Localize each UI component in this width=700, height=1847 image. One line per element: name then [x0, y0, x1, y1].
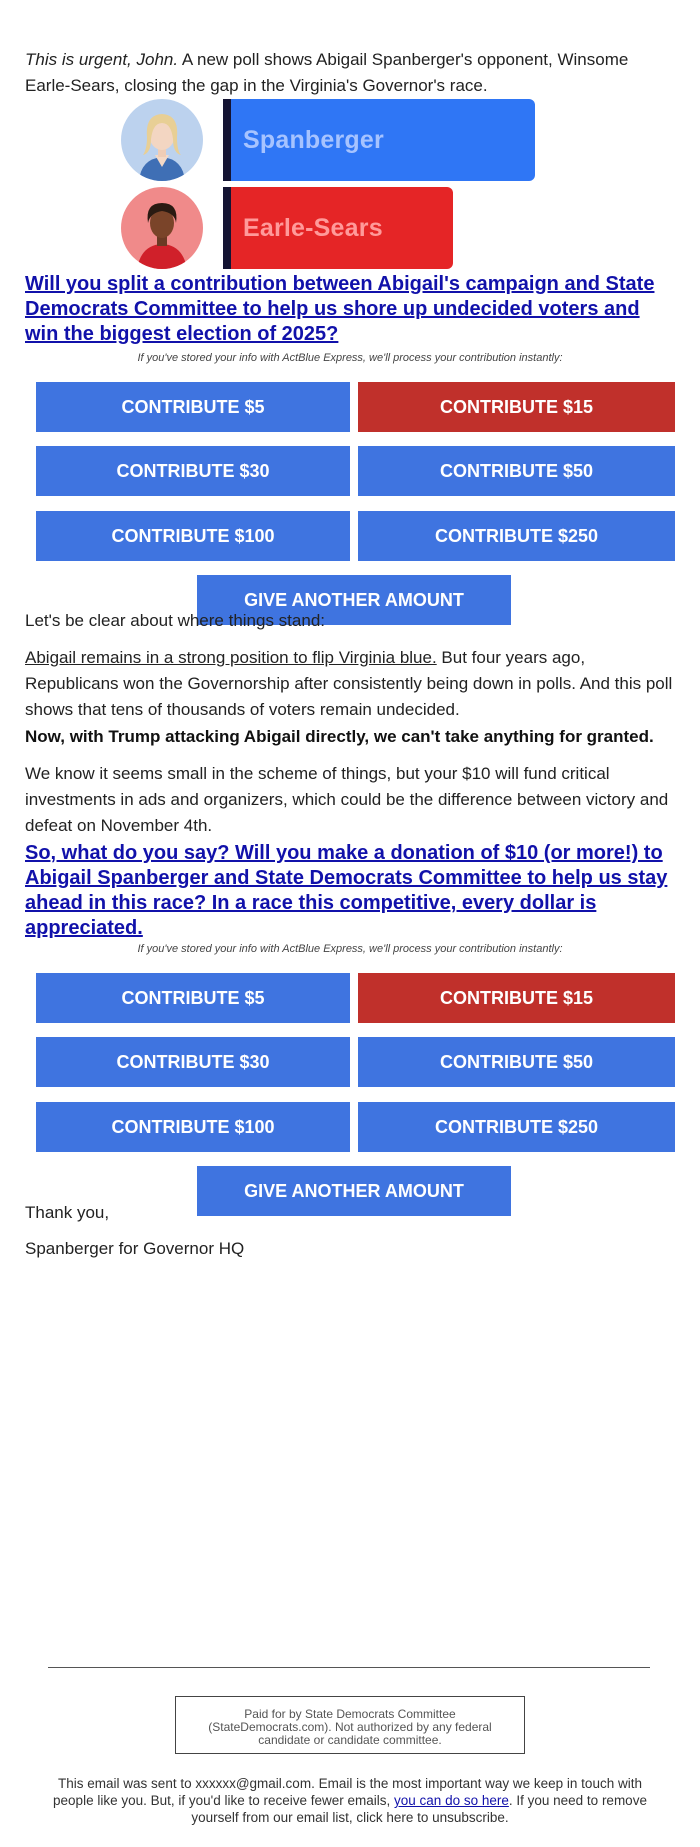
contribute-100-button[interactable]: CONTRIBUTE $100 [36, 511, 350, 561]
contribute-250-button[interactable]: CONTRIBUTE $250 [358, 1102, 675, 1152]
intro-lead: This is urgent, John. [25, 50, 179, 69]
body-paragraph-2 [25, 645, 675, 723]
paid-for-line-1: Paid for by State Democrats Committee [244, 1707, 456, 1721]
fewer-emails-link[interactable]: you can do so here [394, 1793, 509, 1808]
body-paragraph-1: Let's be clear about where things stand: [25, 611, 325, 630]
spanberger-label: Spanberger [243, 125, 384, 154]
ask-link-2[interactable]: So, what do you say? Will you make a donation of $10 (or more!) to Abigail Spanberger and State Democrats Committee to help us stay ahead in this race? In a race this competitive, every dollar is appreciated. [25, 842, 668, 939]
body-paragraph-2-rest: But four years ago, Republicans won the Governorship after consistently being down in polls. And this poll shows that tens of thousands of voters remain undecided. [25, 648, 673, 719]
earle-sears-avatar [121, 187, 203, 269]
contribute-5-button[interactable]: CONTRIBUTE $5 [36, 382, 350, 432]
spanberger-avatar [121, 99, 203, 181]
contribute-100-button[interactable]: CONTRIBUTE $100 [36, 1102, 350, 1152]
contribute-15-button[interactable]: CONTRIBUTE $15 [358, 973, 675, 1023]
signoff-sender: Spanberger for Governor HQ [25, 1239, 245, 1258]
candidate-row-earle-sears [121, 187, 453, 269]
candidate-row-spanberger [121, 99, 535, 181]
bar-edge [223, 99, 231, 181]
contribute-30-button[interactable]: CONTRIBUTE $30 [36, 1037, 350, 1087]
contribute-15-button[interactable]: CONTRIBUTE $15 [358, 382, 675, 432]
paid-for-line-2: (StateDemocrats.com). Not authorized by any federal [208, 1720, 492, 1734]
earle-sears-label: Earle-Sears [243, 213, 383, 242]
give-another-amount-button[interactable]: GIVE ANOTHER AMOUNT [197, 575, 511, 625]
contribute-5-button[interactable]: CONTRIBUTE $5 [36, 973, 350, 1023]
actblue-note-1: If you've stored your info with ActBlue Express, we'll process your contribution instantly: [137, 352, 563, 364]
strong-position-link[interactable]: Abigail remains in a strong position to flip Virginia blue. [25, 648, 437, 667]
footer-divider [48, 1667, 650, 1668]
bar-edge [223, 187, 231, 269]
footer-legal-text [45, 1775, 655, 1826]
intro-rest: A new poll shows Abigail Spanberger's opponent, Winsome Earle-Sears, closing the gap in the Virginia's Governor's race. [25, 50, 629, 95]
legal-part-b: . Email is the most important way we keep in touch with people like you. But, if you'd like to receive fewer emails, [53, 1776, 642, 1808]
spanberger-poll-bar [223, 99, 535, 181]
body-paragraph-3: Now, with Trump attacking Abigail directly, we can't take anything for granted. [25, 727, 654, 746]
ask-link-1[interactable]: Will you split a contribution between Abigail's campaign and State Democrats Committee to help us shore up undecided voters and win the biggest election of 2025? [25, 273, 655, 345]
body-paragraph-4: We know it seems small in the scheme of things, but your $10 will fund critical investments in ads and organizers, which could be the difference between victory and defeat on November 4th. [25, 764, 669, 835]
recipient-email: xxxxxx@gmail.com [195, 1776, 312, 1791]
signoff-thanks: Thank you, [25, 1203, 110, 1222]
earle-sears-poll-bar [223, 187, 453, 269]
contribute-30-button[interactable]: CONTRIBUTE $30 [36, 446, 350, 496]
contribute-50-button[interactable]: CONTRIBUTE $50 [358, 446, 675, 496]
contribute-50-button[interactable]: CONTRIBUTE $50 [358, 1037, 675, 1087]
paid-for-line-3: candidate or candidate committee. [258, 1733, 442, 1747]
contribute-250-button[interactable]: CONTRIBUTE $250 [358, 511, 675, 561]
actblue-note-2: If you've stored your info with ActBlue Express, we'll process your contribution instantly: [137, 943, 563, 955]
give-another-amount-button[interactable]: GIVE ANOTHER AMOUNT [197, 1166, 511, 1216]
legal-part-a: This email was sent to [58, 1776, 196, 1791]
legal-part-c: . If you need to remove yourself from our email list, click here to unsubscribe. [191, 1793, 647, 1825]
paid-for-box [175, 1696, 525, 1754]
intro-paragraph [25, 47, 675, 99]
